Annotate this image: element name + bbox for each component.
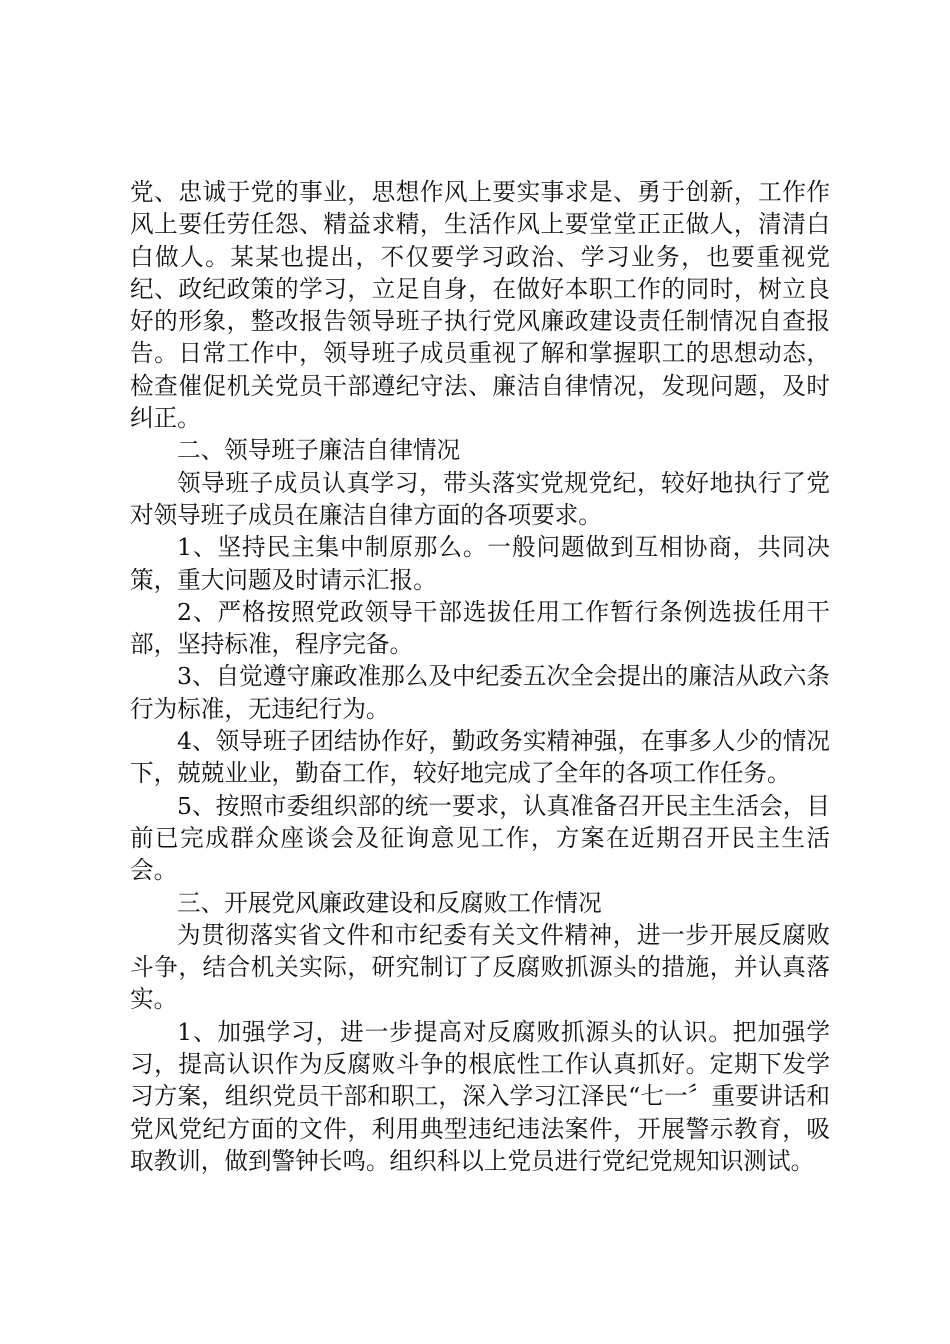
list-item-2-3: 3、自觉遵守廉政准那么及中纪委五次全会提出的廉洁从政六条行为标准，无违纪行为。: [130, 662, 830, 723]
section-heading-3: 三、开展党风廉政建设和反腐败工作情况: [177, 888, 602, 917]
section-heading-2: 二、领导班子廉洁自律情况: [177, 436, 461, 465]
paragraph-intro-3: 为贯彻落实省文件和市纪委有关文件精神，进一步开展反腐败斗争，结合机关实际，研究制订了反腐败抓源头的措施，并认真落实。: [130, 920, 830, 1014]
paragraph-continuation: 党、忠诚于党的事业，思想作风上要实事求是、勇于创新，工作作风上要任劳任怨、精益求精，生活作风上要堂堂正正做人，清清白白做人。某某也提出，不仅要学习政治、学习业务，也要重视党纪、政纪政策的学习，立足自身，在做好本职工作的同时，树立良好的形象，整改报告领导班子执行党风廉政建设责任制情况自查报告。日常工作中，领导班子成员重视了解和掌握职工的思想动态，检查催促机关党员干部遵纪守法、廉洁自律情况，发现问题，及时纠正。: [130, 178, 830, 433]
list-item-2-4: 4、领导班子团结协作好，勤政务实精神强，在事多人少的情况下，兢兢业业，勤奋工作，较好地完成了全年的各项工作任务。: [130, 727, 830, 788]
paragraph-intro-2: 领导班子成员认真学习，带头落实党规党纪，较好地执行了党对领导班子成员在廉洁自律方面的各项要求。: [130, 468, 830, 529]
document-body: [130, 176, 830, 1177]
list-item-2-1: 1、坚持民主集中制原那么。一般问题做到互相协商，共同决策，重大问题及时请示汇报。: [130, 533, 830, 594]
list-item-2-5: 5、按照市委组织部的统一要求，认真准备召开民主生活会，目前已完成群众座谈会及征询意见工作，方案在近期召开民主生活会。: [130, 791, 830, 885]
list-item-2-2: 2、严格按照党政领导干部选拔任用工作暂行条例选拔任用干部，坚持标准，程序完备。: [130, 597, 830, 659]
list-item-3-1: 1、加强学习，进一步提高对反腐败抓源头的认识。把加强学习，提高认识作为反腐败斗争的根底性工作认真抓好。定期下发学习方案，组织党员干部和职工，深入学习江泽民“七一〞重要讲话和党风党纪方面的文件，利用典型违纪违法案件，开展警示教育，吸取教训，做到警钟长鸣。组织科以上党员进行党纪党规知识测试。: [130, 1017, 830, 1175]
